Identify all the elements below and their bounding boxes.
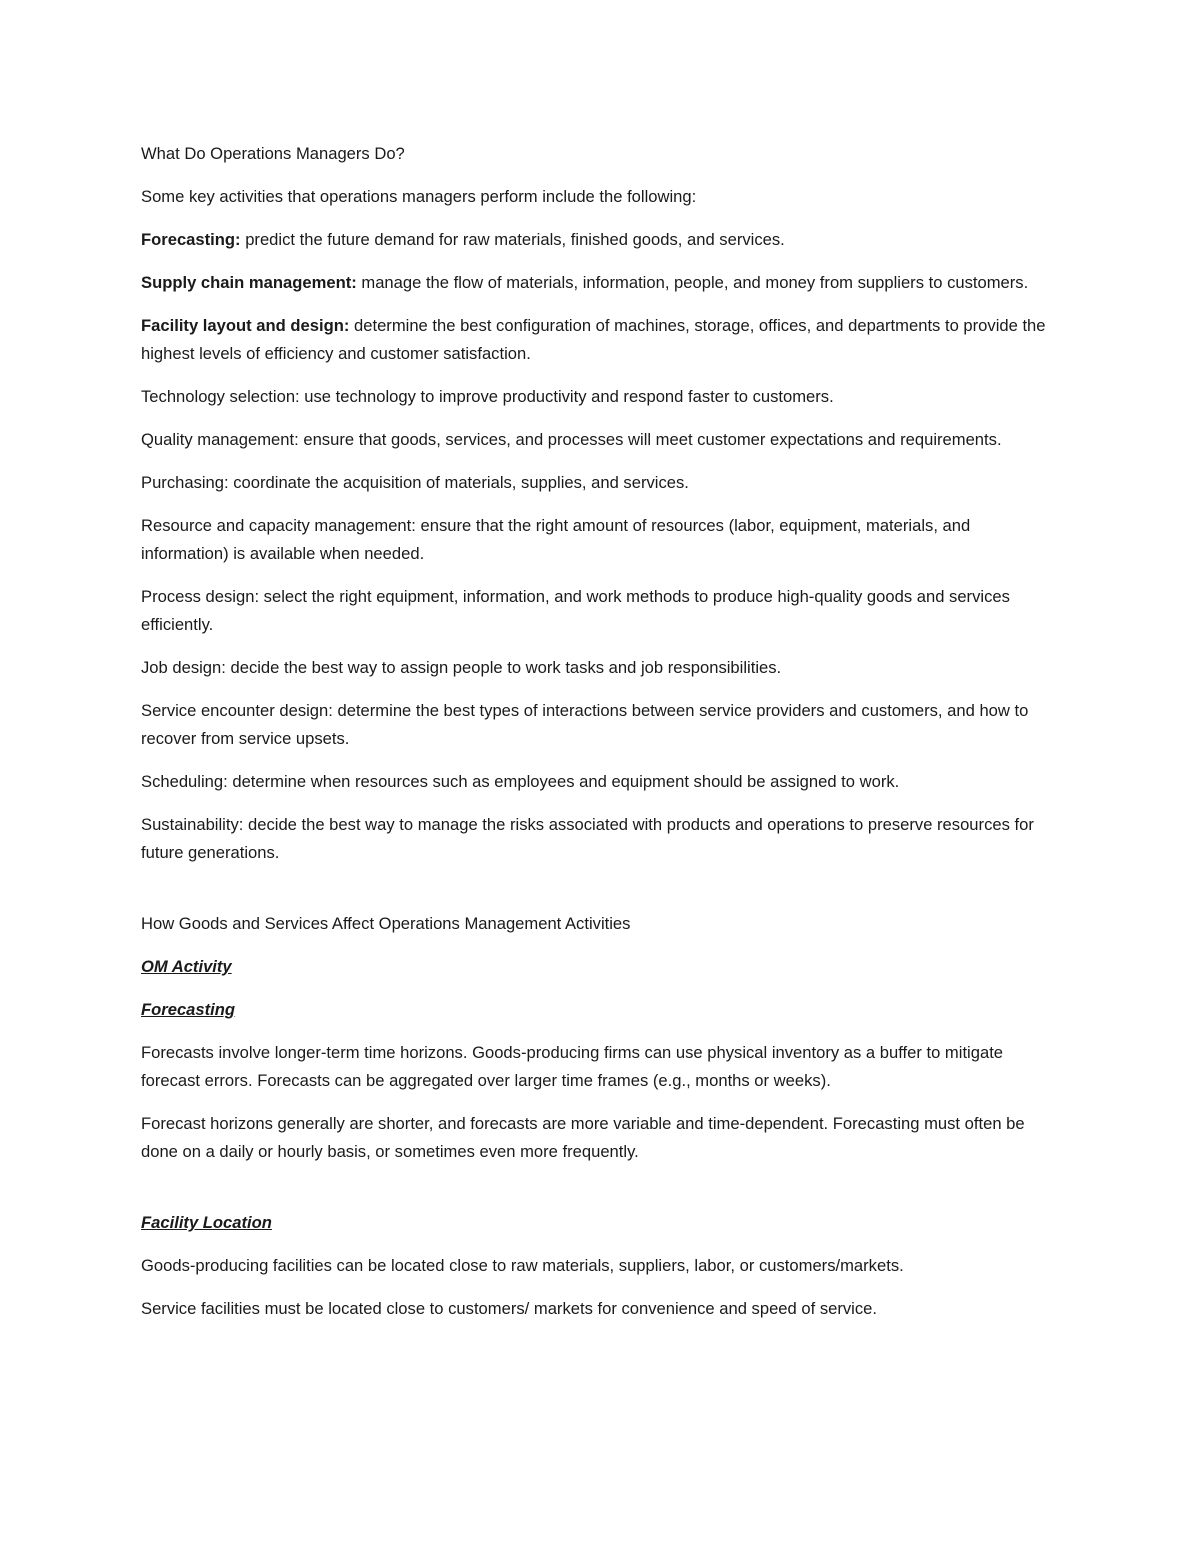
activity-desc: coordinate the acquisition of materials, supplies, and services. xyxy=(228,473,689,492)
activity-desc: use technology to improve productivity and respond faster to customers. xyxy=(299,387,834,406)
activity-term: Process design: xyxy=(141,587,260,606)
activity-term: Facility layout and design: xyxy=(141,316,350,335)
document-body xyxy=(141,140,1051,1338)
activity-desc: decide the best way to assign people to work tasks and job responsibilities. xyxy=(225,658,782,677)
activity-term: Purchasing: xyxy=(141,473,229,492)
activity-desc: manage the flow of materials, information, people, and money from suppliers to customers. xyxy=(356,273,1029,292)
section-title-operations-managers: What Do Operations Managers Do? xyxy=(141,144,405,163)
activity-term: Technology selection: xyxy=(141,387,300,406)
facility-goods-paragraph: Goods-producing facilities can be located close to raw materials, suppliers, labor, or customers/markets. xyxy=(141,1256,904,1275)
intro-paragraph: Some key activities that operations managers perform include the following: xyxy=(141,187,697,206)
activity-technology-selection xyxy=(141,383,1051,411)
activity-quality-management xyxy=(141,426,1051,454)
activity-term: Scheduling: xyxy=(141,772,228,791)
activity-resource-capacity xyxy=(141,512,1051,568)
facility-services-paragraph: Service facilities must be located close to customers/ markets for convenience and speed of service. xyxy=(141,1299,877,1318)
activity-term: Job design: xyxy=(141,658,226,677)
forecasting-services-paragraph: Forecast horizons generally are shorter, and forecasts are more variable and time-dependent. Forecasting must often be done on a daily or hourly basis, or sometimes even more frequently. xyxy=(141,1114,1025,1161)
activity-desc: ensure that the right amount of resources (labor, equipment, materials, and information) is available when needed. xyxy=(141,516,971,563)
activity-term: Quality management: xyxy=(141,430,299,449)
activity-desc: decide the best way to manage the risks associated with products and operations to preserve resources for future generations. xyxy=(141,815,1034,862)
activity-desc: determine when resources such as employees and equipment should be assigned to work. xyxy=(227,772,900,791)
forecasting-goods-paragraph: Forecasts involve longer-term time horizons. Goods-producing firms can use physical inventory as a buffer to mitigate forecast errors. Forecasts can be aggregated over larger time frames (e.g., months or weeks). xyxy=(141,1043,1004,1090)
activity-supply-chain xyxy=(141,269,1051,297)
activity-desc: ensure that goods, services, and processes will meet customer expectations and requirements. xyxy=(298,430,1002,449)
activity-term: Service encounter design: xyxy=(141,701,333,720)
activity-process-design xyxy=(141,583,1051,639)
activity-term: Sustainability: xyxy=(141,815,244,834)
activity-desc: predict the future demand for raw materials, finished goods, and services. xyxy=(240,230,785,249)
activity-term: Forecasting: xyxy=(141,230,241,249)
activity-desc: determine the best configuration of machines, storage, offices, and departments to provide the highest levels of efficiency and customer satisfaction. xyxy=(141,316,1046,363)
activity-facility-layout xyxy=(141,312,1051,368)
om-activity-heading: OM Activity xyxy=(141,957,232,976)
activity-service-encounter xyxy=(141,697,1051,753)
activity-scheduling xyxy=(141,768,1051,796)
facility-location-heading: Facility Location xyxy=(141,1213,272,1232)
forecasting-heading: Forecasting xyxy=(141,1000,236,1019)
activities-list xyxy=(141,226,1051,867)
section-title-goods-services: How Goods and Services Affect Operations Management Activities xyxy=(141,914,631,933)
activity-desc: determine the best types of interactions between service providers and customers, and how to recover from service upsets. xyxy=(141,701,1029,748)
activity-term: Supply chain management: xyxy=(141,273,357,292)
activity-desc: select the right equipment, information, and work methods to produce high-quality goods and services efficiently. xyxy=(141,587,1010,634)
activity-purchasing xyxy=(141,469,1051,497)
activity-term: Resource and capacity management: xyxy=(141,516,416,535)
activity-job-design xyxy=(141,654,1051,682)
activity-forecasting xyxy=(141,226,1051,254)
activity-sustainability xyxy=(141,811,1051,867)
